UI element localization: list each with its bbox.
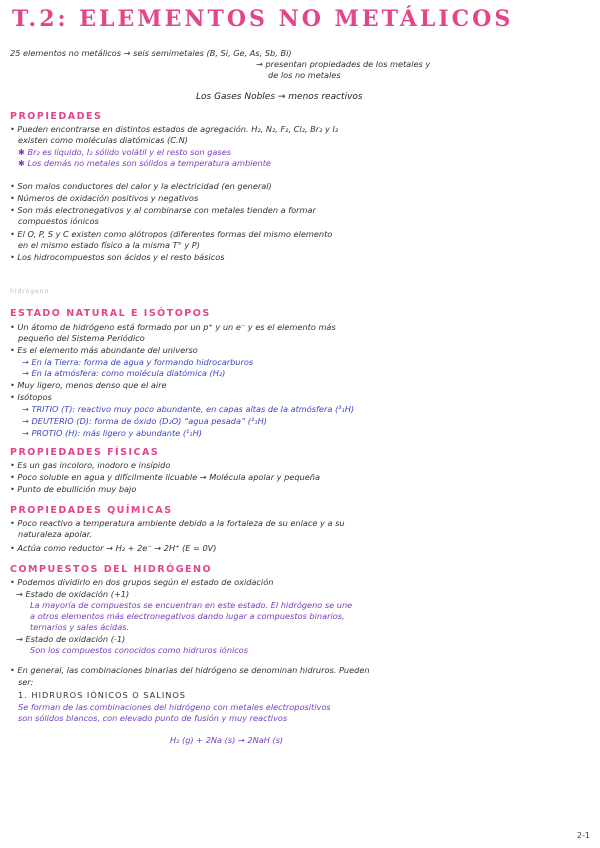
text-line: • Actúa como reductor → H₂ + 2e⁻ → 2H⁺ (E = 0V) [10, 543, 217, 553]
text-line: La mayoría de compuestos se encuentran en este estado. El hidrógeno se une [30, 600, 353, 610]
section-heading-compuestos: COMPUESTOS DEL HIDRÓGENO [10, 564, 213, 575]
text-line: • Punto de ebullición muy bajo [10, 484, 137, 494]
text-line: → Estado de oxidación (-1) [16, 634, 126, 644]
text-line: Se forman de las combinaciones del hidrógeno con metales electropositivos [18, 702, 331, 712]
text-line: pequeño del Sistema Periódico [18, 333, 145, 343]
text-line: ✱ Br₂ es líquido, I₂ sólido volátil y el resto son gases [18, 147, 232, 157]
page-title: T.2: ELEMENTOS NO METÁLICOS [12, 6, 514, 32]
text-line: → En la atmósfera: como molécula diatómica (H₂) [22, 368, 226, 378]
text-line: • Pueden encontrarse en distintos estados de agregación. H₂, N₂, F₂, Cl₂, Br₂ y I₂ [10, 124, 339, 134]
text-line: → PROTIO (H): más ligero y abundante (¹₁H) [22, 428, 202, 438]
gases-nobles-note: Los Gases Nobles → menos reactivos [196, 92, 363, 102]
text-line: • Los hidrocompuestos son ácidos y el resto básicos [10, 252, 225, 262]
text-line: en el mismo estado físico a la misma T° y P) [18, 240, 200, 250]
text-line: ser: [18, 677, 34, 687]
intro-line: de los no metales [268, 70, 341, 80]
text-line: 1. HIDRUROS IÓNICOS O SALINOS [18, 690, 187, 700]
text-line: • Poco reactivo a temperatura ambiente debido a la fortaleza de su enlace y a su [10, 518, 345, 528]
text-line: • Es el elemento más abundante del universo [10, 345, 198, 355]
text-line: → En la Tierra: forma de agua y formando hidrocarburos [22, 357, 254, 367]
text-line: ✱ Los demás no metales son sólidos a temperatura ambiente [18, 158, 271, 168]
text-line: • Números de oxidación positivos y negativos [10, 193, 199, 203]
equation-line: H₂ (g) + 2Na (s) → 2NaH (s) [170, 735, 284, 745]
text-line: • Podemos dividirlo en dos grupos según el estado de oxidación [10, 577, 274, 587]
section-heading-fisicas: PROPIEDADES FÍSICAS [10, 447, 160, 458]
text-line: • Isótopos [10, 392, 52, 402]
section-heading-estado-natural: ESTADO NATURAL E ISÓTOPOS [10, 308, 211, 319]
text-line: a otros elementos más electronegativos dando lugar a compuestos binarios, [30, 611, 345, 621]
section-heading-quimicas: PROPIEDADES QUÍMICAS [10, 505, 173, 516]
text-line: ternarios y sales ácidas. [30, 622, 130, 632]
section-heading-propiedades: PROPIEDADES [10, 111, 103, 122]
text-line: • Son más electronegativos y al combinarse con metales tienden a formar [10, 205, 316, 215]
text-line: → Estado de oxidación (+1) [16, 589, 130, 599]
text-line: • Poco soluble en agua y difícilmente licuable → Molécula apolar y pequeña [10, 472, 320, 482]
text-line: • Un átomo de hidrógeno está formado por un p⁺ y un e⁻ y es el elemento más [10, 322, 336, 332]
text-line: • Son malos conductores del calor y la electricidad (en general) [10, 181, 272, 191]
intro-line: → presentan propiedades de los metales y [256, 59, 431, 69]
text-line: • El O, P, S y C existen como alótropos (diferentes formas del mismo elemento [10, 229, 333, 239]
intro-line: 25 elementos no metálicos → seis semimetales (B, Si, Ge, As, Sb, Bi) [10, 48, 292, 58]
page-number: 2-1 [576, 831, 590, 840]
text-line: → DEUTERIO (D): forma de óxido (D₂O) “agua pesada” (²₁H) [22, 416, 267, 426]
text-line: → TRITIO (T): reactivo muy poco abundante, en capas altas de la atmósfera (³₁H) [22, 404, 355, 414]
text-line: son sólidos blancos, con elevado punto de fusión y muy reactivos [18, 713, 288, 723]
text-line: compuestos iónicos [18, 216, 99, 226]
text-line: existen como moléculas diatómicas (C.N) [18, 135, 188, 145]
faint-label: hidrógeno [10, 288, 50, 295]
text-line: • En general, las combinaciones binarias del hidrógeno se denominan hidruros. Pueden [10, 665, 370, 675]
text-line: • Es un gas incoloro, inodoro e insípido [10, 460, 171, 470]
text-line: • Muy ligero, menos denso que el aire [10, 380, 167, 390]
text-line: naturaleza apolar. [18, 529, 92, 539]
text-line: Son los compuestos conocidos como hidruros iónicos [30, 645, 249, 655]
